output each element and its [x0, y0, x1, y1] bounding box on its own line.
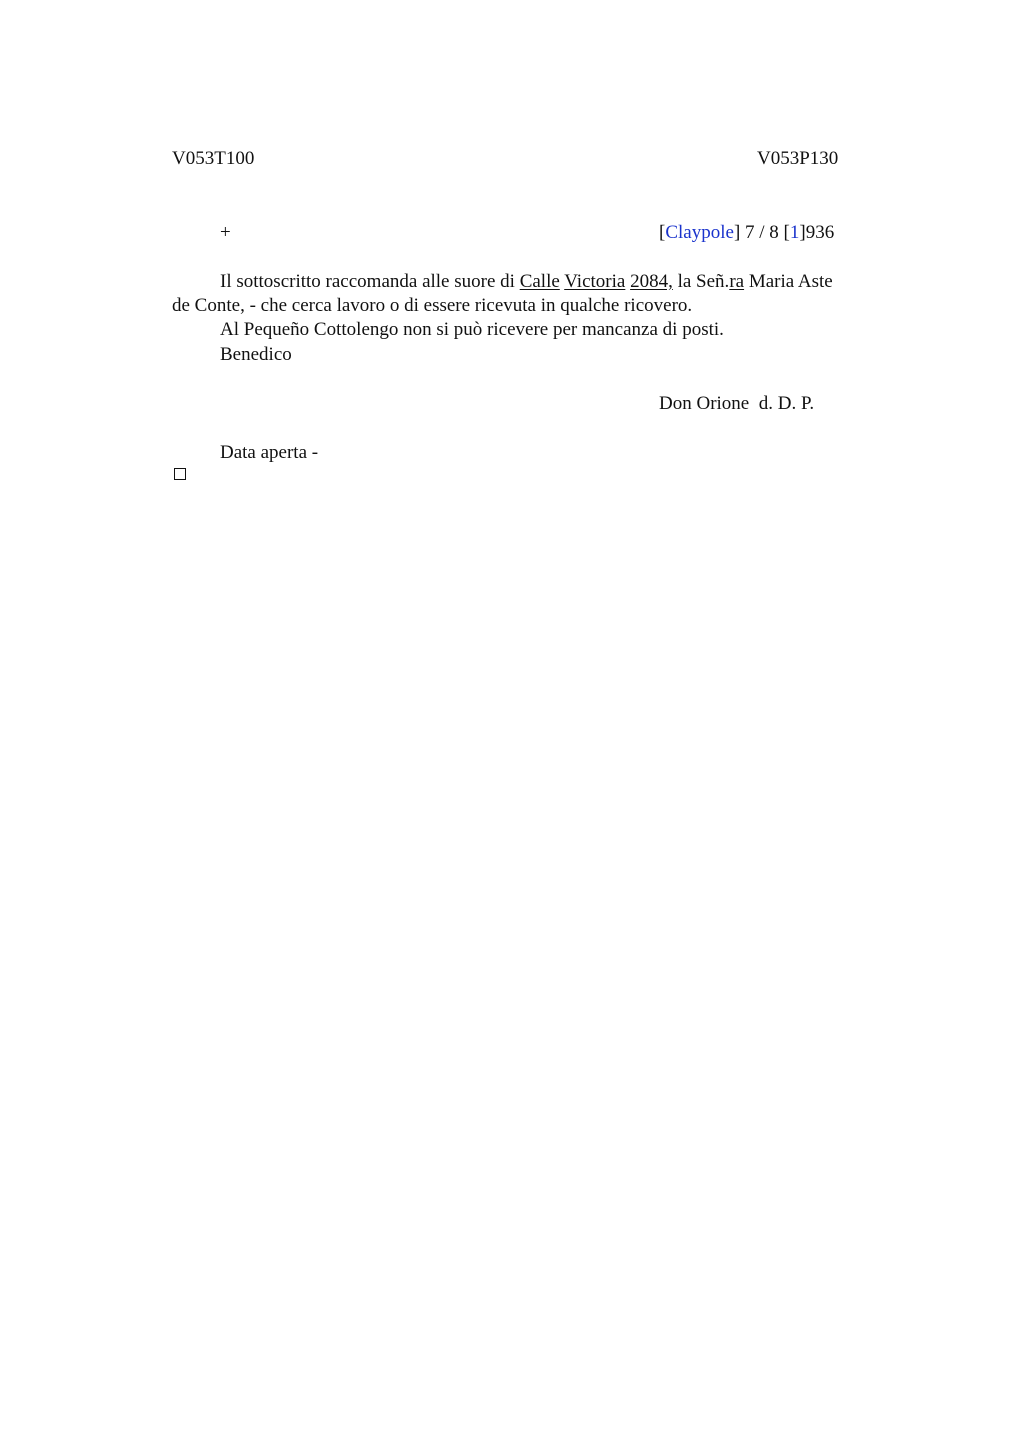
code-left: V053T100 — [172, 148, 255, 169]
street-number: 2084, — [630, 271, 673, 292]
year-rest: 936 — [805, 222, 835, 243]
body-line-1: Il sottoscritto raccomanda alle suore di Calle Victoria 2084, la Señ.ra Maria Aste — [220, 271, 833, 292]
body-paragraph-3: Benedico — [220, 344, 292, 365]
square-marker — [174, 468, 186, 480]
street-calle: Calle — [519, 271, 560, 292]
body-paragraph-2: Al Pequeño Cottolengo non si può ricevere per mancanza di posti. — [220, 319, 724, 340]
note-line: Data aperta - — [220, 442, 319, 463]
year-bracket-digit: 1 — [789, 222, 800, 243]
body-line-2: de Conte, - che cerca lavoro o di essere ricevuta in qualche ricovero. — [172, 295, 693, 316]
date-main: 7 / 8 — [745, 222, 779, 243]
code-right: V053P130 — [757, 148, 839, 169]
place-name: Claypole — [665, 222, 734, 243]
abbreviation-ra: ra — [729, 271, 745, 292]
street-victoria: Victoria — [564, 271, 626, 292]
date-line: [Claypole] 7 / 8 [1]936 — [659, 222, 835, 243]
signature: Don Orione d. D. P. — [659, 393, 815, 414]
cross-mark: + — [220, 222, 231, 243]
